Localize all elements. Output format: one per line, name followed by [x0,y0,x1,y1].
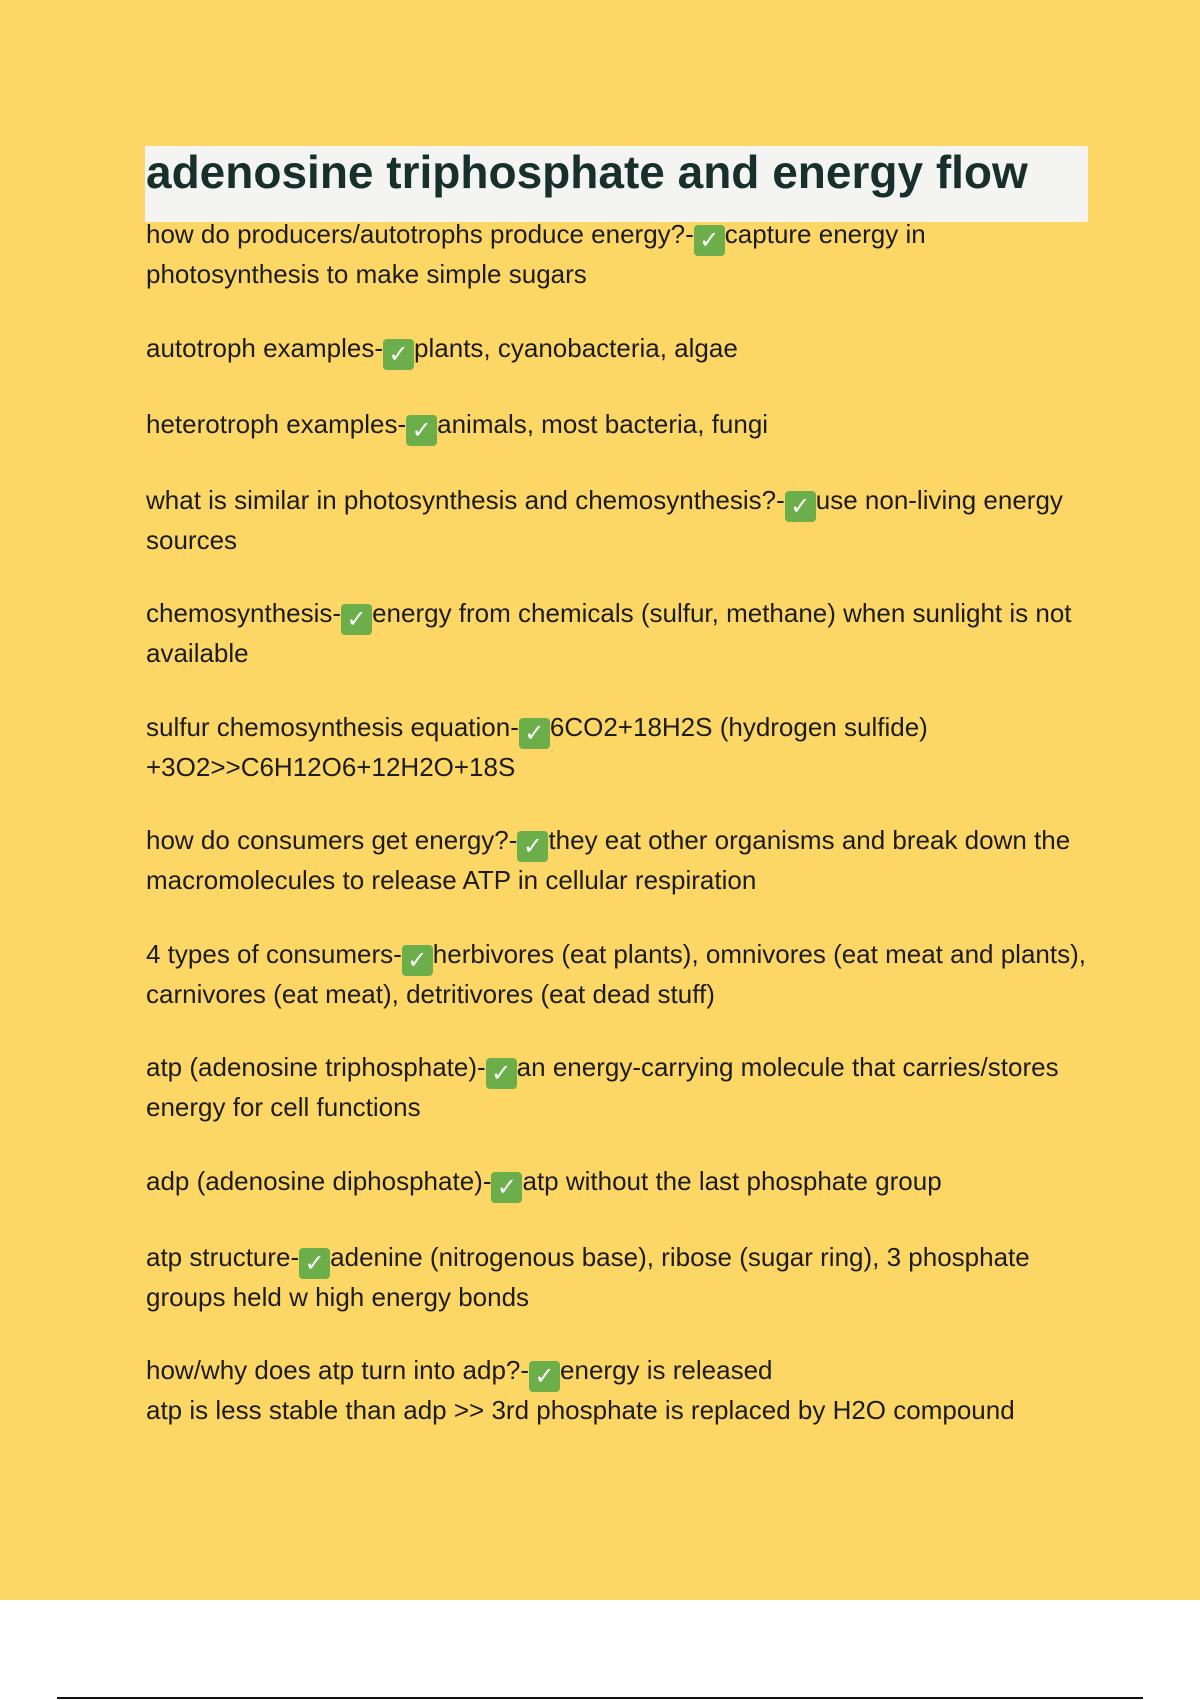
flashcard-entry [146,216,1106,294]
entry-term: how do producers/autotrophs produce energy?- [146,219,694,249]
entry-note: atp is less stable than adp >> 3rd phosphate is replaced by H2O compound [146,1395,1015,1425]
entry-term: how do consumers get energy?- [146,825,518,855]
entry-answer: 6CO2+18H2S (hydrogen sulfide) +3O2>>C6H12O6+12H2O+18S [146,711,928,782]
flashcard-entry [146,1163,1106,1203]
flashcard-entry [146,595,1106,673]
entry-answer: capture energy in photosynthesis to make simple sugars [146,219,926,289]
check-mark-icon: ✓ [517,831,548,862]
flashcard-entry [146,1239,1106,1317]
entry-answer: adenine (nitrogenous base), ribose (sugar ring), 3 phosphate groups held w high energy bonds [146,1241,1030,1312]
entry-term: heterotroph examples- [146,408,407,439]
entry-answer: energy is released [560,1355,773,1385]
check-mark-icon: ✓ [519,718,550,749]
entry-term: chemosynthesis- [146,598,342,628]
check-mark-icon: ✓ [486,1058,517,1089]
flashcard-list [146,216,1106,1466]
footer-divider [57,1697,1143,1699]
check-mark-icon: ✓ [529,1361,560,1392]
page-title: adenosine triphosphate and energy flow [146,146,1028,198]
entry-term: what is similar in photosynthesis and chemosynthesis?- [146,484,785,515]
entry-term: 4 types of consumers- [146,938,402,969]
entry-answer: plants, cyanobacteria, algae [414,332,738,363]
flashcard-entry [146,406,1106,446]
check-mark-icon: ✓ [341,604,372,635]
flashcard-entry [146,482,1106,560]
check-mark-icon: ✓ [383,339,414,370]
entry-term: autotroph examples- [146,332,384,363]
entry-answer: energy from chemicals (sulfur, methane) when sunlight is not available [146,598,1072,668]
entry-term: adp (adenosine diphosphate)- [146,1165,492,1196]
entry-answer: animals, most bacteria, fungi [437,408,769,439]
check-mark-icon: ✓ [694,225,725,256]
entry-answer: herbivores (eat plants), omnivores (eat meat and plants), carnivores (eat meat), detritivores (eat dead stuff) [146,938,1086,1009]
check-mark-icon: ✓ [402,945,433,976]
flashcard-entry [146,936,1106,1014]
entry-term: how/why does atp turn into adp?- [146,1355,530,1385]
check-mark-icon: ✓ [299,1248,330,1279]
entry-answer: use non-living energy sources [146,484,1063,555]
check-mark-icon: ✓ [406,415,437,446]
flashcard-entry [146,1049,1106,1127]
check-mark-icon: ✓ [785,491,816,522]
flashcard-entry [146,1352,1106,1430]
flashcard-entry [146,822,1106,900]
entry-answer: atp without the last phosphate group [522,1165,942,1196]
entry-term: atp (adenosine triphosphate)- [146,1052,486,1082]
check-mark-icon: ✓ [491,1172,522,1203]
flashcard-entry [146,330,1106,370]
entry-answer: they eat other organisms and break down the macromolecules to release ATP in cellular respiration [146,825,1071,895]
entry-term: atp structure- [146,1241,300,1272]
flashcard-entry [146,709,1106,787]
entry-answer: an energy-carrying molecule that carries/stores energy for cell functions [146,1052,1059,1122]
entry-term: sulfur chemosynthesis equation- [146,711,519,742]
